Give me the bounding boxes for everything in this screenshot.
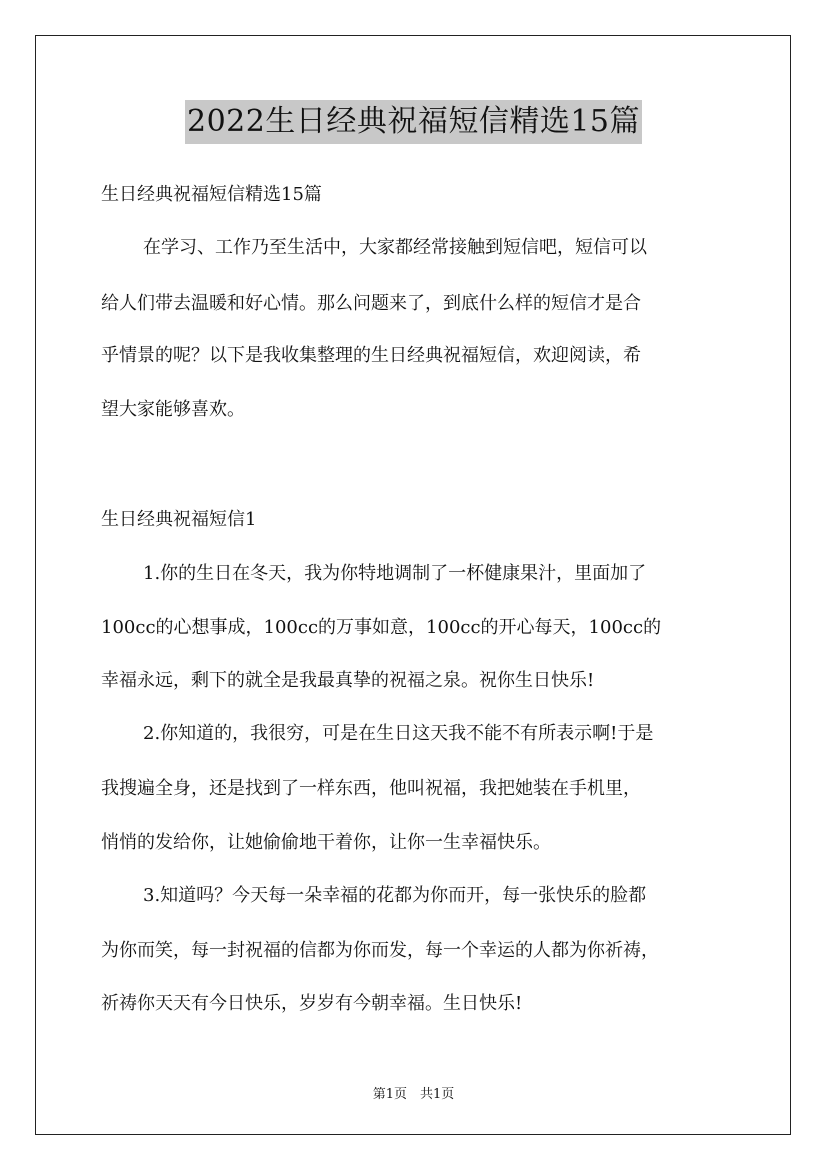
item-2-line-2: 我搜遍全身，还是找到了一样东西，他叫祝福，我把她装在手机里， — [101, 778, 641, 799]
intro-line-2: 给人们带去温暖和好心情。那么问题来了，到底什么样的短信才是合 — [101, 293, 641, 314]
document-title: 2022生日经典祝福短信精选15篇 — [185, 100, 642, 144]
item-3-line-2: 为你而笑，每一封祝福的信都为你而发，每一个幸运的人都为你祈祷， — [101, 940, 659, 961]
item-1-line-2: 100cc的心想事成，100cc的万事如意，100cc的开心每天，100cc的 — [101, 617, 662, 638]
page-footer: 第1页 共1页 — [372, 1087, 455, 1102]
title-container — [0, 100, 827, 144]
item-1-line-3: 幸福永远，剩下的就全是我最真挚的祝福之泉。祝你生日快乐! — [101, 670, 595, 691]
intro-line-4: 望大家能够喜欢。 — [101, 399, 245, 420]
item-1-line-1: 1.你的生日在冬天，我为你特地调制了一杯健康果汁，里面加了 — [143, 563, 647, 584]
subtitle: 生日经典祝福短信精选15篇 — [101, 184, 322, 205]
intro-line-3: 乎情景的呢？以下是我收集整理的生日经典祝福短信，欢迎阅读，希 — [101, 345, 641, 366]
item-3-line-1: 3.知道吗？今天每一朵幸福的花都为你而开，每一张快乐的脸都 — [143, 885, 647, 906]
intro-line-1: 在学习、工作乃至生活中，大家都经常接触到短信吧，短信可以 — [143, 237, 647, 258]
item-2-line-3: 悄悄的发给你，让她偷偷地干着你，让你一生幸福快乐。 — [101, 832, 551, 853]
item-2-line-1: 2.你知道的，我很穷，可是在生日这天我不能不有所表示啊!于是 — [143, 723, 654, 744]
section-heading: 生日经典祝福短信1 — [101, 509, 257, 530]
item-3-line-3: 祈祷你天天有今日快乐，岁岁有今朝幸福。生日快乐! — [101, 993, 523, 1014]
